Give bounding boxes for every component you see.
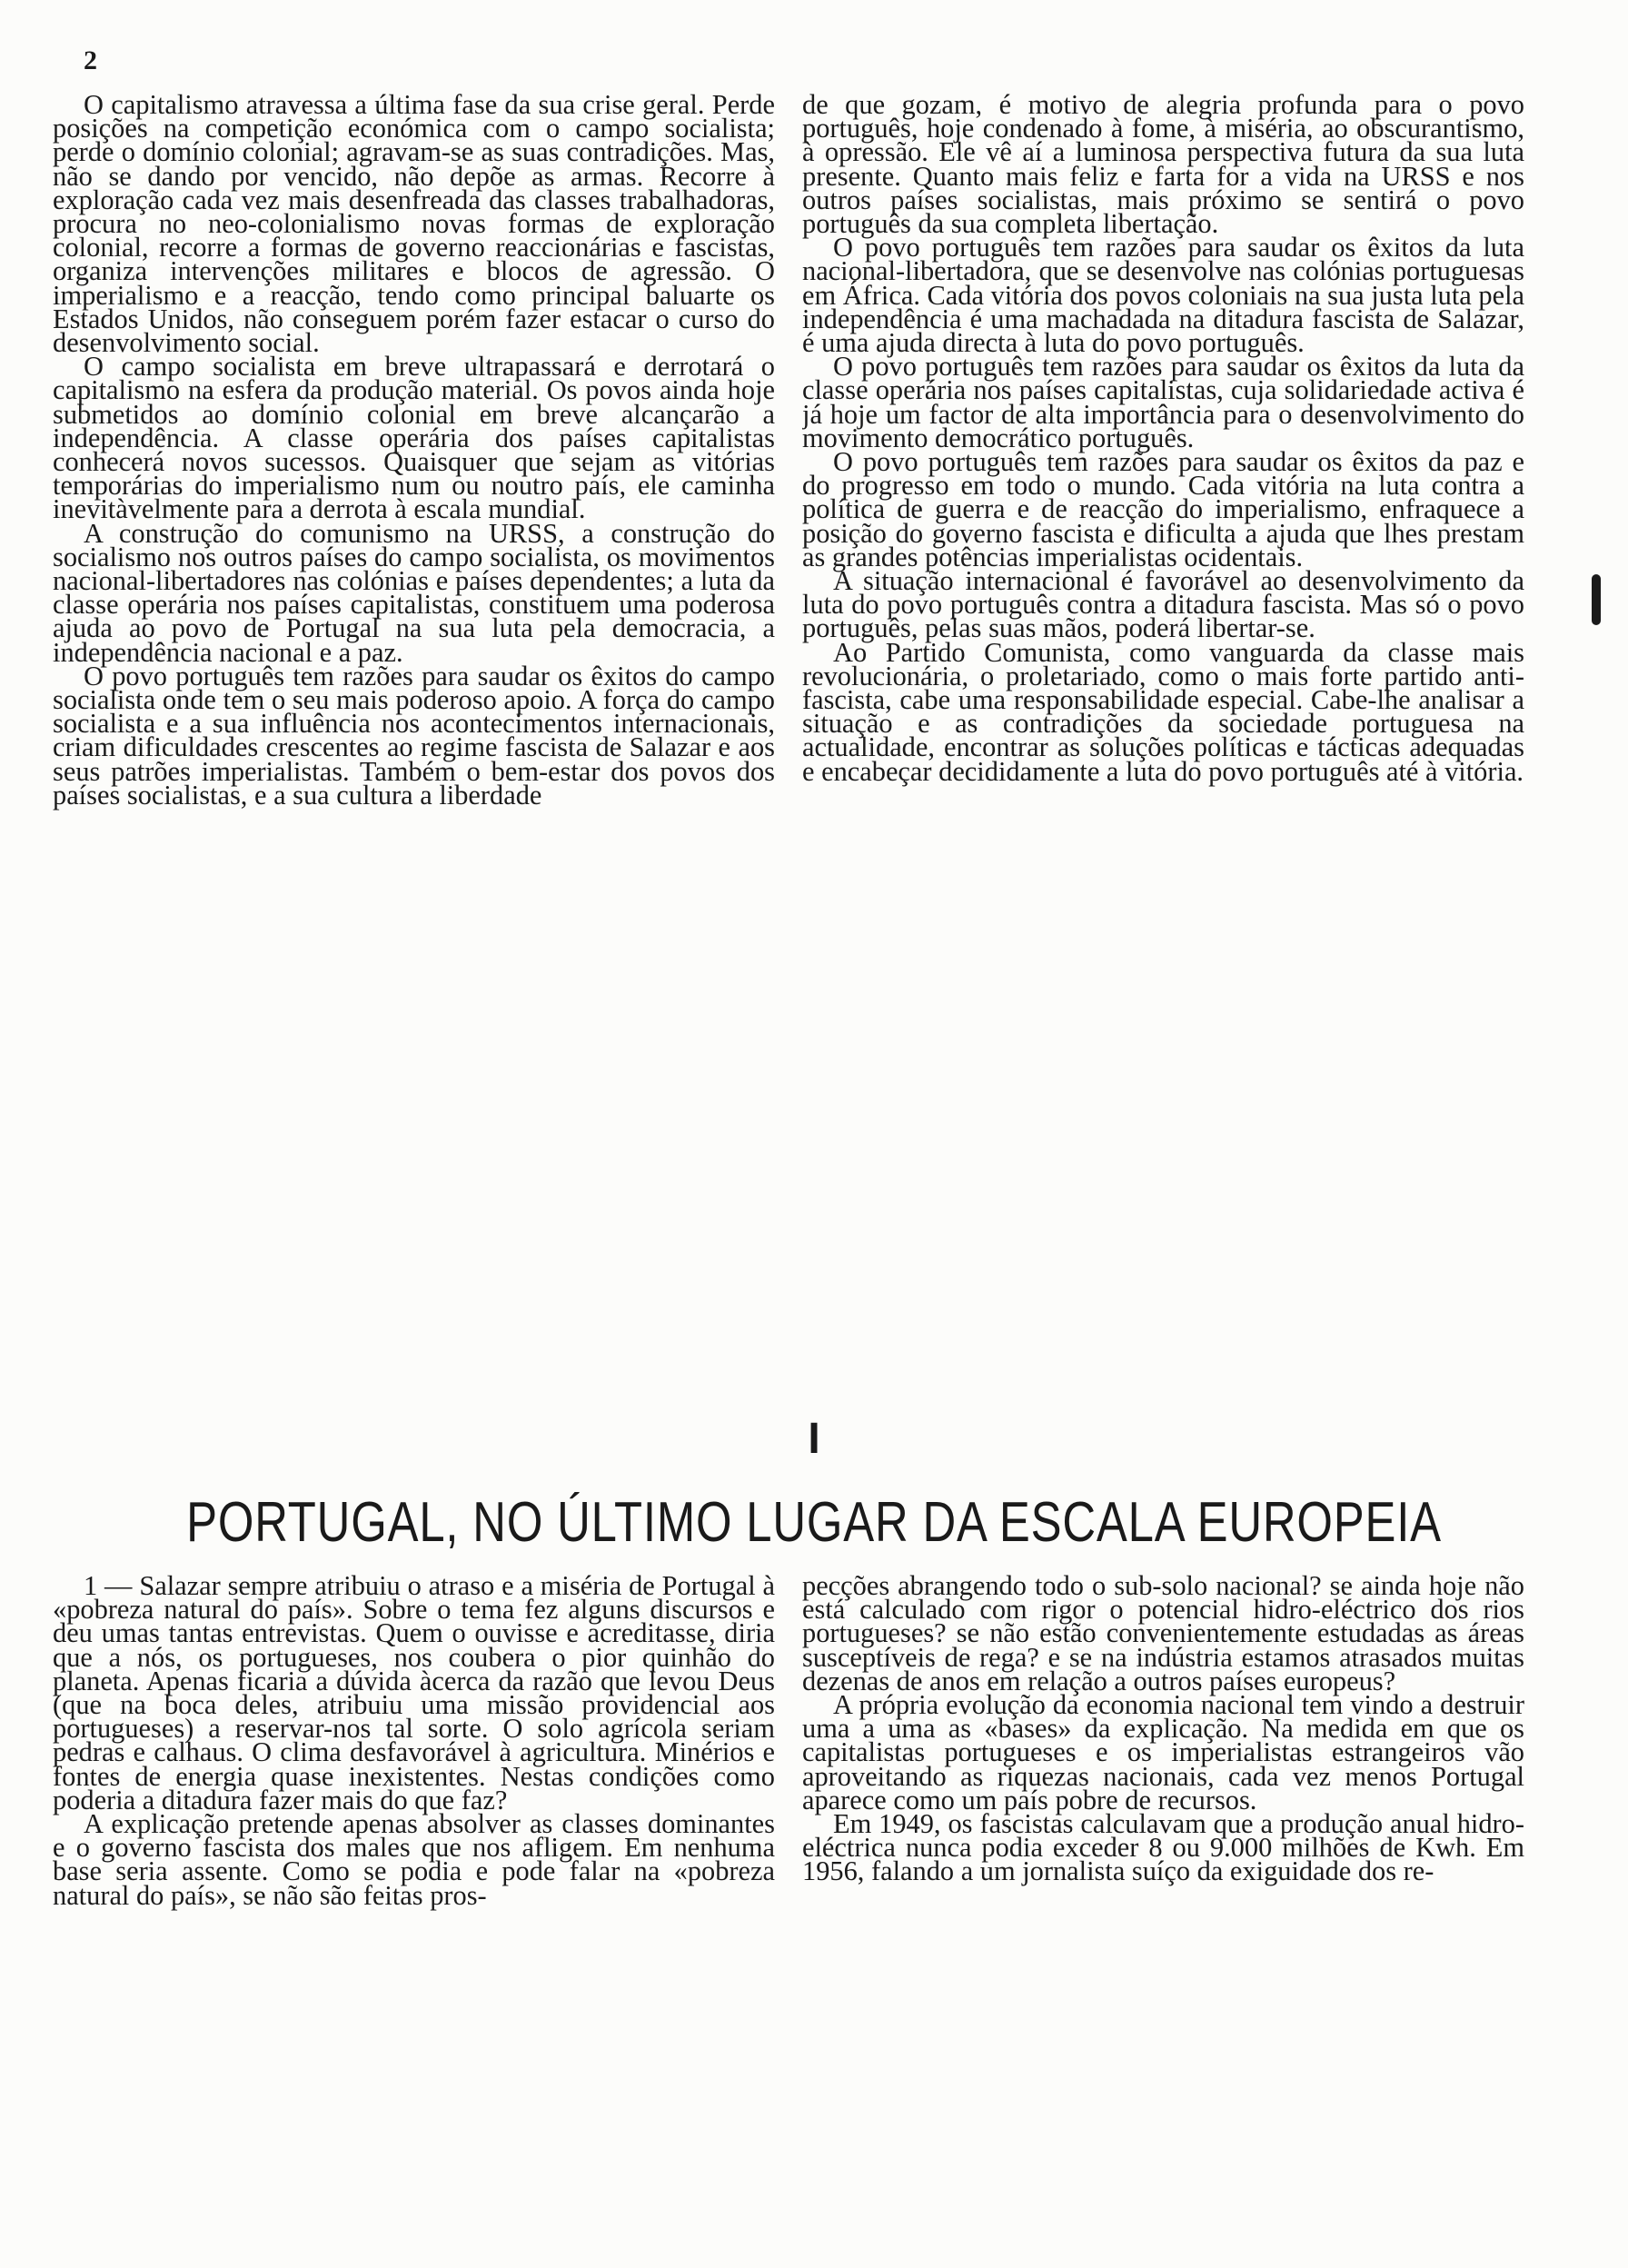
- section-numeral: I: [808, 1415, 820, 1463]
- paragraph-continuation: de que gozam, é motivo de alegria profunda para o povo português, hoje condenado à fome, à miséria, ao obscurantismo, à opressão. Ele vê aí a luminosa perspectiva futura da sua luta presente. Quanto mais feliz e farta for a vida na URSS e nos outros países socialistas, mais próximo se sentirá o povo português da sua completa libertação.: [802, 93, 1524, 240]
- paragraph: O povo português tem razões para saudar os êxitos do campo socialista onde tem o seu mais poderoso apoio. A força do campo socialista e a sua influência nos acontecimentos internacionais, criam dificuldades crescentes ao regime fascista de Salazar e aos seus patrões imperialistas. Também o bem-estar dos povos dos países socialistas, e a sua cultura a liberdade: [53, 660, 775, 811]
- section-title: PORTUGAL, NO ÚLTIMO LUGAR DA ESCALA EUROPEIA: [186, 1491, 1442, 1554]
- paragraph: A própria evolução da economia nacional tem vindo a destruir uma a uma as «bases» da explicação. Na medida em que os capitalistas portugueses e os imperialistas estrangeiros vão aproveitando as riquezas nacionais, cada vez menos Portugal aparece como um país pobre de recursos.: [802, 1689, 1524, 1815]
- paragraph: A construção do comunismo na URSS, a construção do socialismo nos outros países do campo socialista, os movimentos nacional-libertadores nas colónias e países dependentes; a luta da classe operária nos países capitalistas, constituem uma poderosa ajuda ao povo de Portugal na sua luta pela democracia, a independência nacional e a paz.: [53, 517, 775, 668]
- top-columns: [53, 93, 1524, 1399]
- paragraph: O capitalismo atravessa a última fase da sua crise geral. Perde posições na competição económica com o campo socialista; perde o domínio colonial; agravam-se as suas contradições. Mas, não se dando por vencido, não depõe as armas. Recorre à exploração cada vez mais desenfreada das classes trabalhadoras, procura no neo-colonialismo novas formas de exploração colonial, recorre a formas de governo reaccionárias e fascistas, organiza intervenções militares e blocos de agressão. O imperialismo e a reacção, tendo como principal baluarte os Estados Unidos, não conseguem porém fazer estacar o curso do desenvolvimento social.: [53, 93, 775, 359]
- top-right-column: [802, 93, 1524, 1399]
- bottom-columns: [53, 1574, 1524, 2243]
- bottom-right-column: [802, 1574, 1524, 2243]
- bottom-left-column: [53, 1574, 775, 2243]
- paragraph: O povo português tem razões para saudar os êxitos da luta nacional-libertadora, que se desenvolve nas colónias portuguesas em África. Cada vitória dos povos coloniais na sua justa luta pela independência é uma machadada na ditadura fascista de Salazar, é uma ajuda directa à luta do povo português.: [802, 232, 1524, 359]
- top-left-column: [53, 93, 775, 1399]
- paragraph: 1 — Salazar sempre atribuiu o atraso e a miséria de Portugal à «pobreza natural do país». Sobre o tema fez alguns discursos e deu umas tantas entrevistas. Quem o ouvisse e acreditasse, diria que a nós, os portugueses, nos coubera o pior quinhão do planeta. Apenas ficaria a dúvida àcerca da razão que levou Deus (que na boca deles, atribuiu uma missão providencial aos portugueses) a reservar-nos tal sorte. O solo agrícola seriam pedras e calhaus. O clima desfavorável à agricultura. Minérios e fontes de energia quase inexistentes. Nestas condições como poderia a ditadura fazer mais do que faz?: [53, 1574, 775, 1815]
- paragraph: O campo socialista em breve ultrapassará e derrotará o capitalismo na esfera da produção material. Os povos ainda hoje submetidos ao domínio colonial em breve alcançarão a independência. A classe operária dos países capitalistas conhecerá novos sucessos. Quaisquer que sejam as vitórias temporárias do imperialismo num ou noutro país, ele caminha inevitàvelmente para a derrota à escala mundial.: [53, 351, 775, 525]
- margin-mark: [1592, 574, 1601, 625]
- paragraph: Em 1949, os fascistas calculavam que a produção anual hidro-eléctrica nunca podia exceder 8 ou 9.000 milhões de Kwh. Em 1956, falando a um jornalista suíço da exiguidade dos re-: [802, 1808, 1524, 1887]
- paragraph: O povo português tem razões para saudar os êxitos da paz e do progresso em todo o mundo. Cada vitória na luta contra a política de guerra e de reacção do imperialismo, enfraquece a posição do governo fascista e dificulta a ajuda que lhes prestam as grandes potências imperialistas ocidentais.: [802, 446, 1524, 572]
- paragraph: A explicação pretende apenas absolver as classes dominantes e o governo fascista dos males que nos afligem. Em nenhuma base seria assente. Como se podia e pode falar na «pobreza natural do país», se não são feitas pros-: [53, 1808, 775, 1911]
- page-number: 2: [84, 45, 97, 75]
- paragraph: O povo português tem razões para saudar os êxitos da luta da classe operária nos países capitalistas, cuja solidariedade activa é já hoje um factor de alta importância para o desenvolvimento do movimento democrático português.: [802, 351, 1524, 453]
- paragraph: Ao Partido Comunista, como vanguarda da classe mais revolucionária, o proletariado, como o mais forte partido anti-fascista, cabe uma responsabilidade especial. Cabe-lhe analisar a situação e as contradições da sociedade portuguesa na actualidade, encontrar as soluções políticas e tácticas adequadas e encabeçar decididamente a luta do povo português até à vitória.: [802, 636, 1524, 787]
- paragraph: A situação internacional é favorável ao desenvolvimento da luta do povo português contra a ditadura fascista. Mas só o povo português, pelas suas mãos, poderá libertar-se.: [802, 565, 1524, 644]
- paragraph-continuation: pecções abrangendo todo o sub-solo nacional? se ainda hoje não está calculado com rigor o potencial hidro-eléctrico dos rios portugueses? se não estão convenientemente estudadas as áreas susceptíveis de rega? e se na indústria estamos atrasados muitas dezenas de anos em relação a outros países europeus?: [802, 1574, 1524, 1696]
